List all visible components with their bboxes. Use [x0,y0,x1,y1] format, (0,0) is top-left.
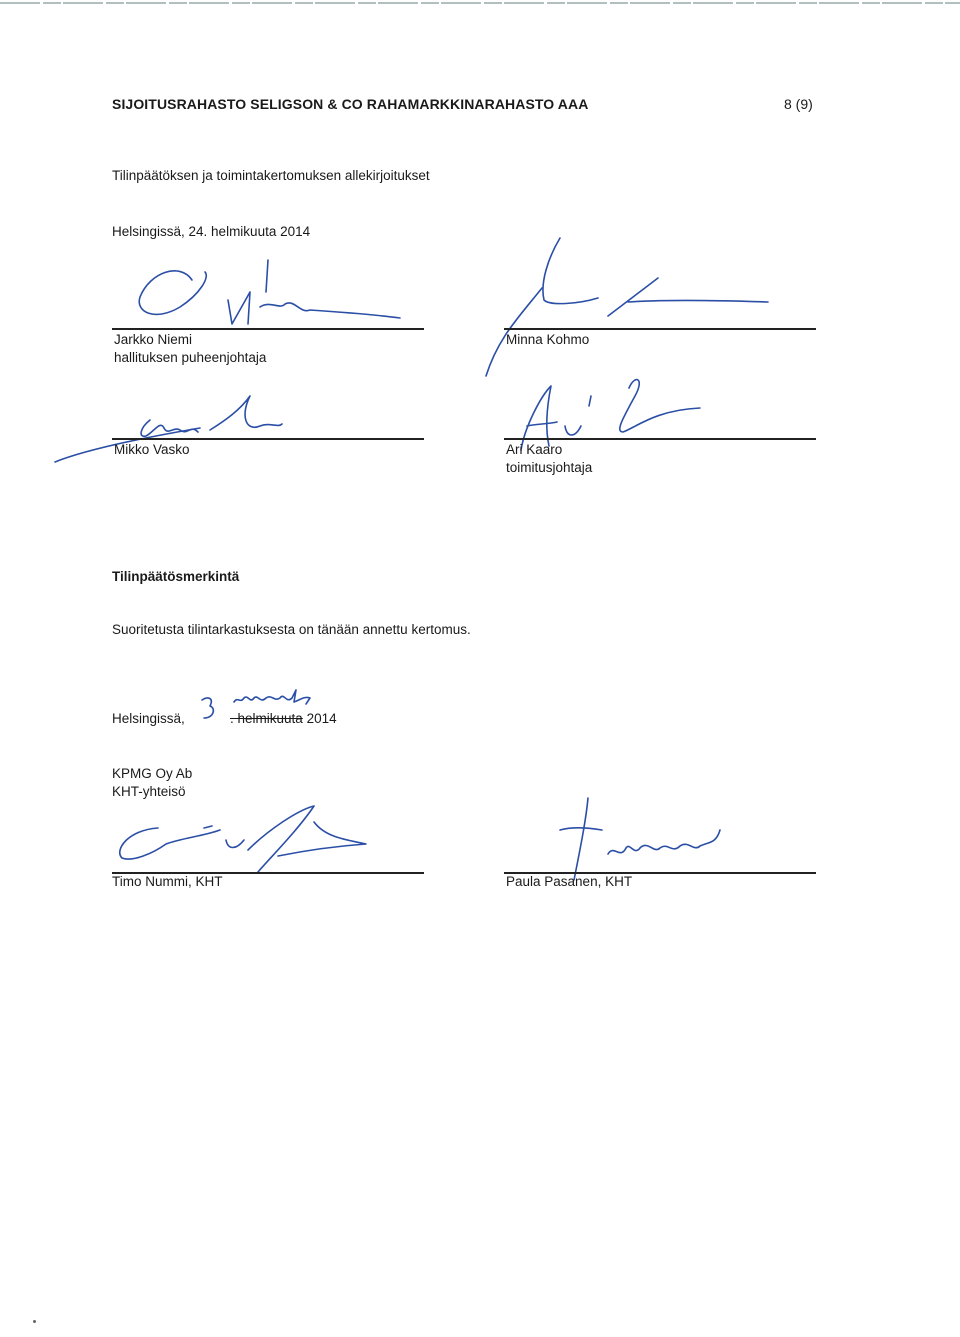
signature-line-2 [504,328,816,330]
signature-paula-pasanen [530,790,730,885]
signer-name-3: Mikko Vasko [114,442,190,457]
audit-firm-name: KPMG Oy Ab [112,766,193,781]
signer-name-1: Jarkko Niemi [114,332,193,347]
auditor-name-1: Timo Nummi, KHT [112,874,223,889]
signing-place-date: Helsingissä, 24. helmikuuta 2014 [112,224,311,239]
signer-name-2: Minna Kohmo [506,332,590,347]
audit-place: Helsingissä, [112,711,185,726]
signature-timo-nummi [108,800,378,880]
audit-firm-type: KHT-yhteisö [112,784,186,799]
signatures-heading: Tilinpäätöksen ja toimintakertomuksen allekirjoitukset [112,168,430,183]
struck-month: . helmikuuta [230,711,303,726]
scan-speck [33,1320,36,1323]
signer-name-4: Ari Kaaro [506,442,563,457]
audit-heading: Tilinpäätösmerkintä [112,569,240,584]
handwritten-month [230,686,320,710]
signer-role-1: hallituksen puheenjohtaja [114,350,267,365]
audit-year: 2014 [306,711,337,726]
audit-date-printed [230,711,337,726]
document-title: SIJOITUSRAHASTO SELIGSON & CO RAHAMARKKINARAHASTO AAA [112,96,589,112]
audit-statement: Suoritetusta tilintarkastuksesta on tänään annettu kertomus. [112,622,471,637]
page-number: 8 (9) [784,96,813,112]
handwritten-day-3 [198,694,220,724]
signer-role-4: toimitusjohtaja [506,460,593,475]
signature-line-1 [112,328,424,330]
signature-line-4 [504,438,816,440]
auditor-name-2: Paula Pasanen, KHT [506,874,633,889]
scan-edge [0,0,960,8]
signature-minna-kohmo [478,228,778,378]
signature-line-3 [112,438,424,440]
